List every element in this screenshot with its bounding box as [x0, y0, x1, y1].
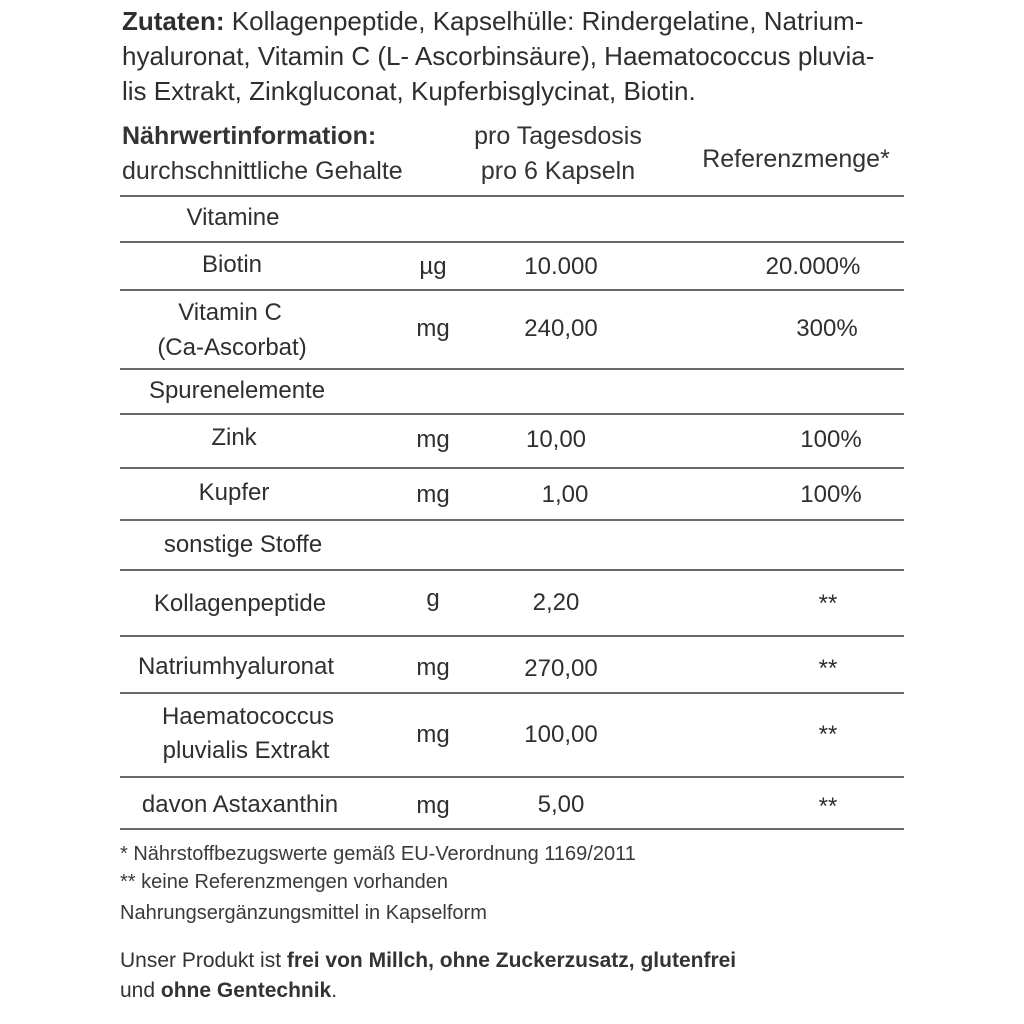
row-unit-kupfer: mg [416, 481, 450, 508]
footnote-no-reference: ** keine Referenzmengen vorhanden [120, 871, 448, 893]
row-ref-zink: 100% [800, 426, 862, 453]
row-amount-biotin: 10.000 [524, 253, 598, 280]
row-name-kollagenpeptide: Kollagenpeptide [153, 590, 327, 617]
table-rule [120, 289, 904, 291]
claims-text-3: . [331, 979, 338, 1002]
row-unit-natriumhyaluronat: mg [416, 654, 450, 681]
row-amount-kupfer: 1,00 [541, 481, 589, 508]
row-name-kupfer: Kupfer [198, 479, 270, 506]
row-ref-vitamin-c: 300% [796, 315, 858, 342]
table-rule [120, 368, 904, 370]
footnote-product-form: Nahrungsergänzungsmittel in Kapselform [120, 902, 487, 924]
table-rule [120, 776, 904, 778]
row-amount-zink: 10,00 [525, 426, 587, 453]
row-name-astaxanthin: davon Astaxanthin [141, 791, 339, 818]
table-rule [120, 413, 904, 415]
footnote-reference-values: * Nährstoffbezugswerte gemäß EU-Verordnung 1169/2011 [120, 843, 636, 865]
section-spurenelemente: Spurenelemente [148, 377, 326, 404]
table-rule [120, 195, 904, 197]
claims-text-2: und [120, 979, 161, 1002]
dose-header-line-2: pro 6 Kapseln [480, 157, 636, 185]
row-name-natriumhyaluronat: Natriumhyaluronat [137, 653, 335, 680]
row-unit-kollagenpeptide: g [426, 585, 440, 612]
row-unit-zink: mg [416, 426, 450, 453]
ingredients-label: Zutaten: [122, 6, 225, 36]
row-amount-kollagenpeptide: 2,20 [532, 589, 580, 616]
nutrition-title: Nährwertinformation: [122, 122, 377, 150]
ingredients-line-3: lis Extrakt, Zinkgluconat, Kupferbisglycinat, Biotin. [122, 76, 696, 106]
row-unit-haematococcus: mg [416, 721, 450, 748]
row-name-haematococcus-extrakt: pluvialis Extrakt [162, 737, 330, 764]
dose-header-line-1: pro Tagesdosis [474, 122, 642, 150]
claims-bold-2: ohne Gentechnik [160, 979, 332, 1002]
ingredients-text-1: Kollagenpeptide, Kapselhülle: Rindergelatine, Natrium- [224, 6, 864, 36]
row-name-vitamin-c: Vitamin C [178, 299, 282, 326]
row-ref-astaxanthin: ** [818, 793, 838, 820]
row-ref-biotin: 20.000% [765, 253, 861, 280]
row-amount-astaxanthin: 5,00 [537, 791, 585, 818]
row-name-haematococcus: Haematococcus [161, 703, 335, 730]
claims-bold-1: frei von Millch, ohne Zuckerzusatz, glutenfrei [286, 949, 737, 972]
row-ref-kupfer: 100% [800, 481, 862, 508]
row-amount-vitamin-c: 240,00 [524, 315, 598, 342]
row-unit-biotin: µg [419, 253, 447, 280]
row-ref-haematococcus: ** [818, 721, 838, 748]
section-vitamine: Vitamine [186, 204, 280, 231]
row-name-biotin: Biotin [201, 251, 263, 278]
row-name-zink: Zink [211, 424, 257, 451]
reference-header: Referenzmenge* [702, 145, 890, 173]
ingredients-line-2: hyaluronat, Vitamin C (L- Ascorbinsäure), Haematococcus pluvia- [122, 41, 875, 71]
section-sonstige-stoffe: sonstige Stoffe [163, 531, 323, 558]
ingredients-line-1 [122, 4, 912, 39]
row-ref-natriumhyaluronat: ** [818, 655, 838, 682]
claims-line-1 [120, 946, 736, 976]
claims-line-2 [120, 976, 337, 1006]
row-amount-natriumhyaluronat: 270,00 [524, 655, 598, 682]
row-unit-vitamin-c: mg [416, 315, 450, 342]
table-rule [120, 519, 904, 521]
table-rule [120, 635, 904, 637]
claims-text-1: Unser Produkt ist [120, 949, 287, 972]
row-name-vitamin-c-form: (Ca-Ascorbat) [157, 334, 307, 361]
nutrition-subtitle: durchschnittliche Gehalte [122, 157, 403, 185]
ingredients-block [122, 4, 912, 109]
row-ref-kollagenpeptide: ** [818, 590, 838, 617]
table-rule [120, 467, 904, 469]
table-rule [120, 569, 904, 571]
table-rule [120, 692, 904, 694]
row-amount-haematococcus: 100,00 [524, 721, 598, 748]
table-rule [120, 241, 904, 243]
table-rule [120, 828, 904, 830]
row-unit-astaxanthin: mg [416, 792, 450, 819]
